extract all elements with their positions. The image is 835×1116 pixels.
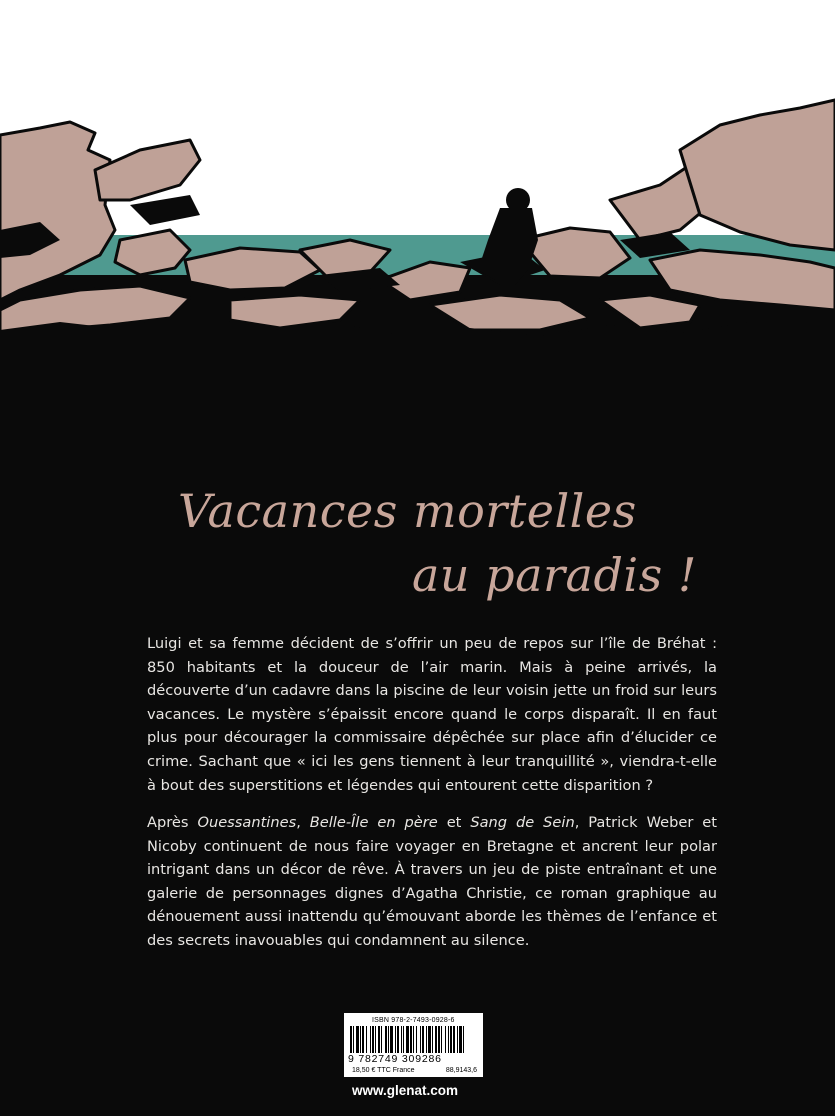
barcode-bar [353,1026,354,1053]
barcode-bar [385,1026,387,1053]
barcode-bar [378,1026,380,1053]
tagline-line-1: Vacances mortelles [178,484,637,538]
publisher-website[interactable]: www.glenat.com [352,1083,459,1098]
barcode-bar [397,1026,399,1053]
barcode-bar [372,1026,374,1053]
barcode-bar [426,1026,427,1053]
barcode-bar [459,1026,462,1053]
barcode-icon [348,1026,479,1054]
barcode-bar [356,1026,359,1053]
separator-1: , [296,814,310,831]
barcode-bar [457,1026,458,1053]
ean-digits: 9 782749 309286 [348,1053,442,1065]
synopsis-paragraph: Luigi et sa femme décident de s’offrir un peu de repos sur l’île de Bréhat : 850 habitants et la douceur de l’air marin. Mais à peine arrivés, la découverte d’un cadavre dans la piscine de leur voisin jette un froid sur leurs vacances. Le mystère s’épaissit encore quand le corps disparaît. Il en faut plus pour décourager la commissaire dépêchée sur place afin d’élucider ce crime. Sachant que « ici les gens tiennent à leur tranquillité », viendra-t-elle à bout des superstitions et légendes qui entourent cette disparition ? [147,635,717,794]
barcode-bar [413,1026,414,1053]
barcode-bar [366,1026,367,1053]
barcode-bar [403,1026,404,1053]
barcode-bar [410,1026,412,1053]
barcode-bar [453,1026,455,1053]
barcode-bar [401,1026,402,1053]
barcode-bar [370,1026,371,1053]
barcode-bar [450,1026,452,1053]
barcode-bar [428,1026,431,1053]
barcode-bar [422,1026,424,1053]
barcode-bar [395,1026,396,1053]
barcode-bar [388,1026,389,1053]
context-paragraph [147,811,717,953]
book-title-belle-ile: Belle-Île en père [309,814,438,831]
price: 18,50 € TTC France [352,1067,415,1074]
barcode-bar [448,1026,449,1053]
coastal-rocks-illustration [0,0,835,470]
barcode-label [344,1013,483,1077]
barcode-bar [463,1026,464,1053]
product-code: 88,9143,6 [445,1067,477,1074]
barcode-bar [435,1026,437,1053]
barcode-bar [390,1026,393,1053]
barcode-bar [438,1026,440,1053]
barcode-bar [375,1026,376,1053]
barcode-bar [360,1026,361,1053]
barcode-bar [445,1026,446,1053]
barcode-bar [362,1026,364,1053]
barcode-bar [406,1026,409,1053]
barcode-bar [350,1026,352,1053]
isbn-number: ISBN 978-2-7493-0928-6 [372,1017,455,1024]
barcode-bar [416,1026,417,1053]
barcode-bar [441,1026,442,1053]
context-intro: Après [147,814,198,831]
barcode-bar [432,1026,433,1053]
separator-2: et [437,814,471,831]
book-title-ouessantines: Ouessantines [197,814,297,831]
tagline-line-2: au paradis ! [412,548,697,602]
book-title-sang-de-sein: Sang de Sein [470,814,575,831]
barcode-bar [381,1026,382,1053]
barcode-bar [420,1026,421,1053]
context-rest: , Patrick Weber et Nicoby continuent de nous faire voyager en Bretagne et ancrent leur polar intrigant dans un décor de rêve. À travers un jeu de piste entraînant et une galerie de personnages dignes d’Agatha Christie, ce roman graphique au dénouement aussi inattendu qu’émouvant aborde les thèmes de l’enfance et des secrets inavouables qui condamnent au silence. [147,814,717,949]
